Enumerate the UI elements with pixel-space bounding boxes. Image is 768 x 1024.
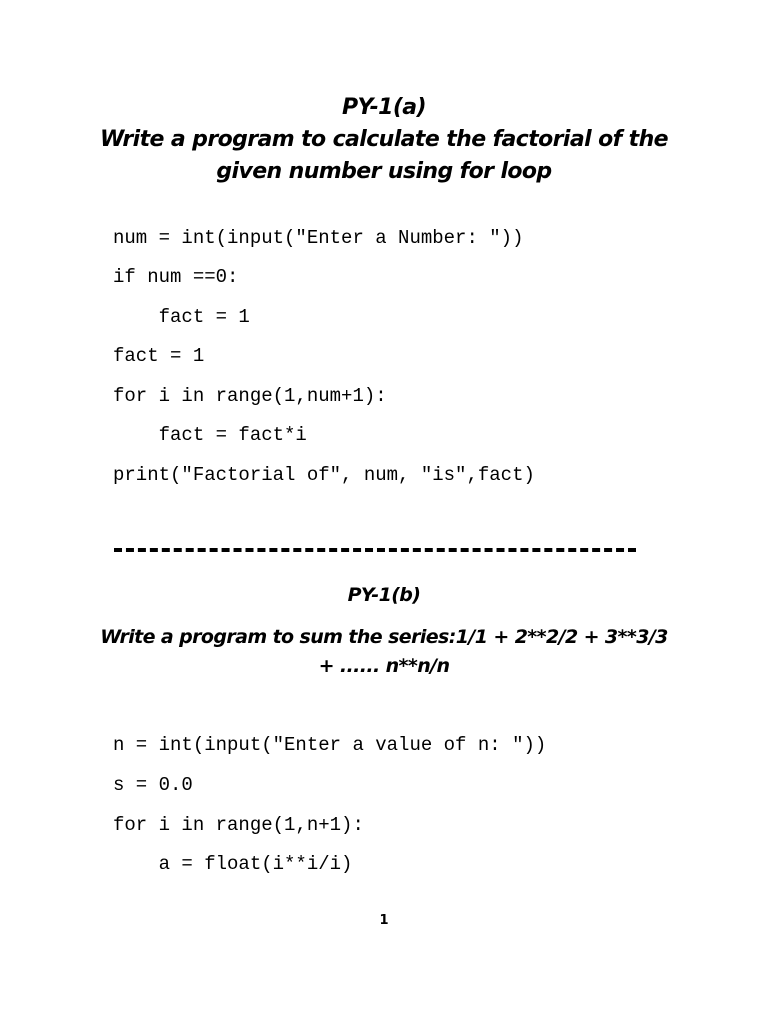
section-a-code-line: print("Factorial of", num, "is",fact) — [113, 464, 535, 486]
section-divider — [114, 548, 636, 552]
section-a-title: PY-1(a) — [341, 95, 426, 120]
section-a-code-line: fact = 1 — [113, 306, 250, 328]
section-a-question-line-1: Write a program to calculate the factorial of the — [100, 127, 668, 152]
section-a-code-line: if num ==0: — [113, 266, 239, 288]
section-b-question-line-2: + ...... n**n/n — [318, 655, 450, 677]
section-a-code-line: fact = fact*i — [113, 424, 307, 446]
section-a-question-line-2: given number using for loop — [216, 159, 552, 184]
section-b-code-line: a = float(i**i/i) — [113, 853, 353, 875]
section-a-code-line: num = int(input("Enter a Number: ")) — [113, 227, 524, 249]
section-b-code-line: for i in range(1,n+1): — [113, 814, 364, 836]
section-b-question-line-1: Write a program to sum the series:1/1 + 2**2/2 + 3**3/3 — [100, 626, 668, 648]
page-number: 1 — [379, 913, 389, 928]
section-b-title: PY-1(b) — [347, 584, 421, 606]
section-b-code-line: s = 0.0 — [113, 774, 193, 796]
section-a-code-line: fact = 1 — [113, 345, 205, 367]
section-b-code-line: n = int(input("Enter a value of n: ")) — [113, 734, 547, 756]
section-a-code-line: for i in range(1,num+1): — [113, 385, 387, 407]
